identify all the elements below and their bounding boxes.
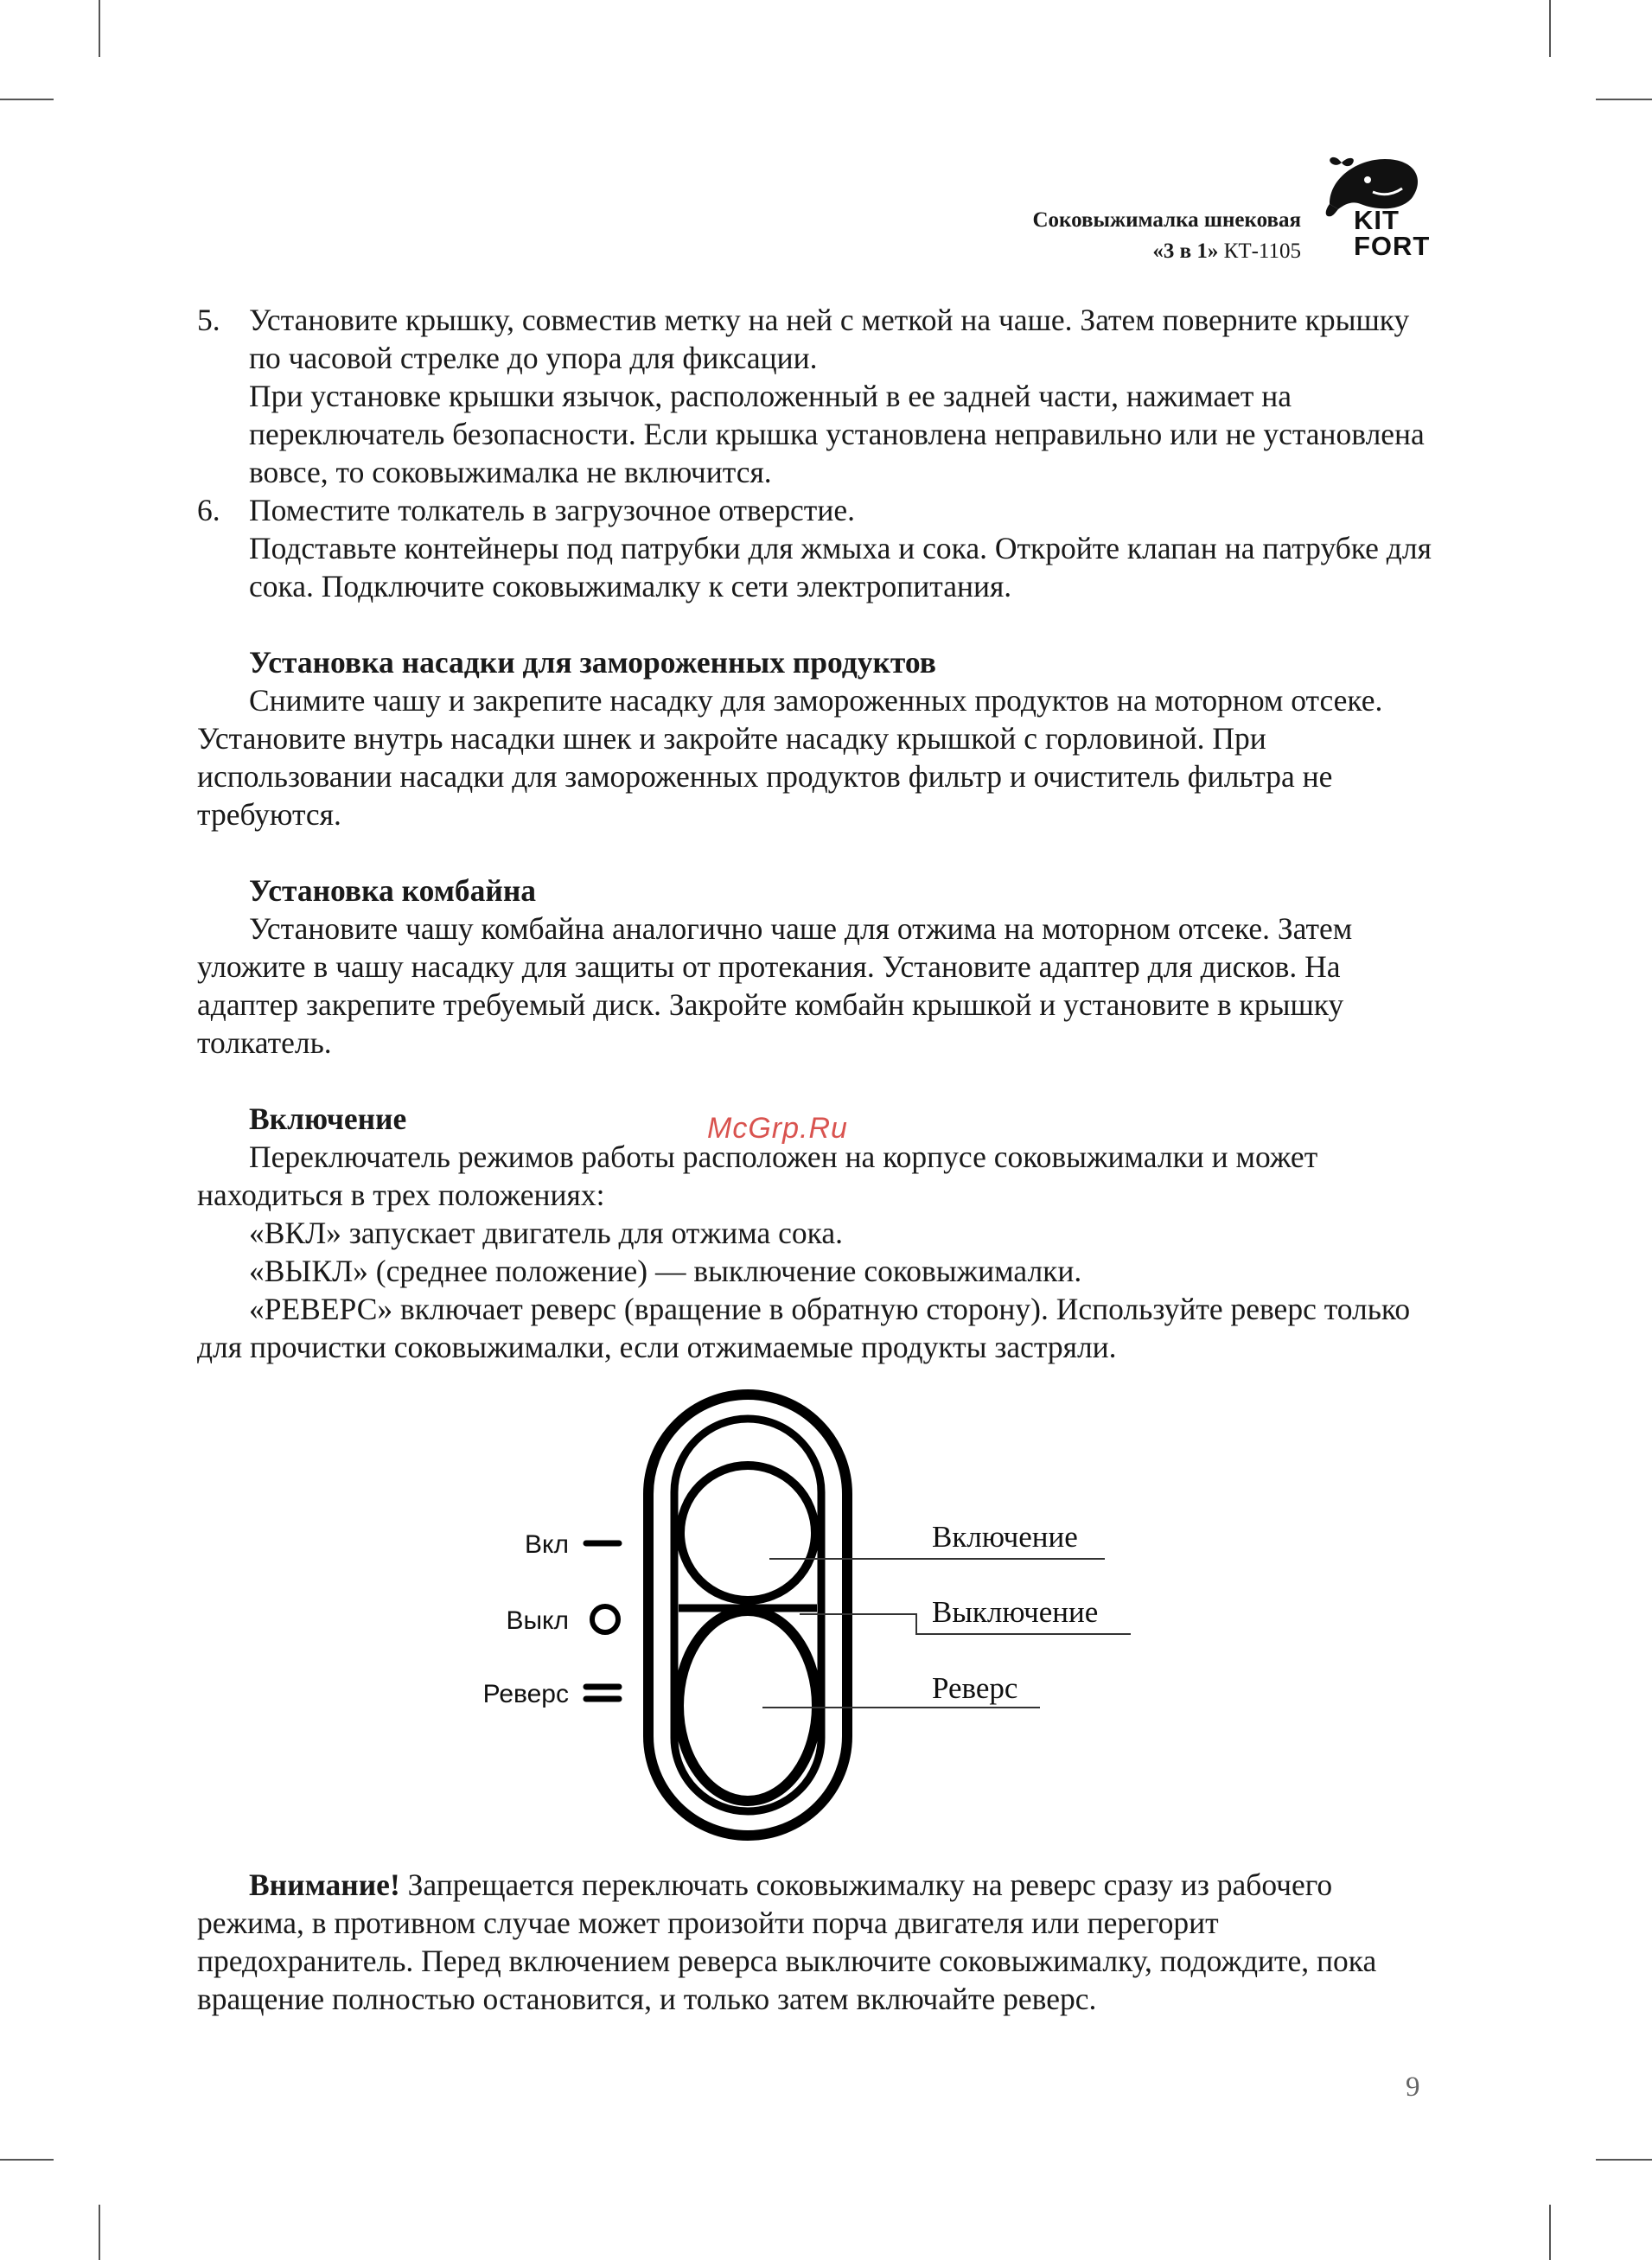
logo-text-fort: FORT: [1354, 231, 1431, 261]
warning-text: [197, 1866, 1432, 2018]
right-label-off: Выключение: [932, 1595, 1099, 1629]
left-label-on: Вкл: [525, 1530, 569, 1559]
reverse-position-icon: [586, 1687, 619, 1699]
header-model: КТ-1105: [1218, 239, 1301, 263]
document-header: [1032, 205, 1301, 267]
section-text-power: Переключатель режимов работы расположен на корпусе соковыжималки и может находиться в трех положениях:: [197, 1140, 1318, 1212]
page-number: 9: [1406, 2072, 1420, 2103]
section-text-power: «РЕВЕРС» включает реверс (вращение в обратную сторону). Используйте реверс только для прочистки соковыжималки, если отжимаемые продукты застряли.: [197, 1292, 1411, 1364]
section-heading-frozen: Установка насадки для замороженных продуктов: [249, 645, 936, 680]
crop-mark: [1596, 99, 1652, 100]
crop-mark: [1596, 2159, 1652, 2161]
header-product-name: «3 в 1»: [1152, 239, 1219, 263]
crop-mark: [1549, 2205, 1551, 2260]
right-label-reverse: Реверс: [932, 1671, 1018, 1705]
step-number: 6.: [197, 493, 220, 527]
warning-body: Запрещается переключать соковыжималку на реверс сразу из рабочего режима, в противном случае может произойти порча двигателя или перегорит предохранитель. Перед включением реверса выключите соковыжималку, подождите, пока вращение полностью остановится, и только затем включайте реверс.: [197, 1867, 1377, 2016]
crop-mark: [0, 99, 54, 100]
crop-mark: [99, 0, 100, 57]
crop-mark: [1549, 0, 1551, 57]
section-heading-power: Включение: [249, 1101, 407, 1136]
left-label-off: Выкл: [506, 1606, 569, 1635]
warning-label: Внимание!: [249, 1867, 400, 1902]
right-label-on: Включение: [932, 1520, 1078, 1554]
crop-mark: [99, 2205, 100, 2260]
section-heading-combine: Установка комбайна: [249, 873, 537, 908]
step-number: 5.: [197, 303, 220, 337]
step-text: Установите крышку, совместив метку на ней с меткой на чаше. Затем поверните крышку по часовой стрелке до упора для фиксации.: [249, 303, 1410, 375]
section-text-combine: Установите чашу комбайна аналогично чаше для отжима на моторном отсеке. Затем уложите в чашу насадку для защиты от протекания. Установите адаптер для дисков. На адаптер закрепите требуемый диск. Закройте комбайн крышкой и установите в крышку толкатель.: [197, 911, 1353, 1060]
warning-block: [197, 1866, 1432, 2018]
crop-mark: [0, 2159, 54, 2161]
switch-diagram: [467, 1388, 1158, 1855]
left-label-reverse: Реверс: [482, 1680, 569, 1708]
header-title-line2: [1032, 236, 1301, 267]
step-text: При установке крышки язычок, расположенный в ее задней части, нажимает на переключатель безопасности. Если крышка установлена неправильно или не установлена вовсе, то соковыжималка не включится.: [249, 379, 1425, 489]
step-6: [197, 491, 1432, 605]
step-text: Подставьте контейнеры под патрубки для жмыха и сока. Откройте клапан на патрубке для сока. Подключите соковыжималку к сети электропитания.: [249, 531, 1432, 603]
step-5: [197, 301, 1432, 491]
off-position-icon: [592, 1606, 618, 1632]
header-title-line1: Соковыжималка шнековая: [1032, 208, 1301, 232]
logo-text-kit: KIT: [1354, 205, 1400, 235]
main-content: [197, 301, 1432, 1366]
step-text: Поместите толкатель в загрузочное отверстие.: [249, 493, 855, 527]
logo-text: [1354, 207, 1430, 259]
section-text-power: «ВЫКЛ» (среднее положение) — выключение соковыжималки.: [249, 1254, 1082, 1288]
watermark: McGrp.Ru: [707, 1112, 848, 1145]
section-text-power: «ВКЛ» запускает двигатель для отжима сока.: [249, 1216, 843, 1250]
section-text-frozen: Снимите чашу и закрепите насадку для замороженных продуктов на моторном отсеке. Установите внутрь насадки шнек и закройте насадку крышкой с горловиной. При использовании насадки для замороженных продуктов фильтр и очиститель фильтра не требуются.: [197, 683, 1383, 832]
